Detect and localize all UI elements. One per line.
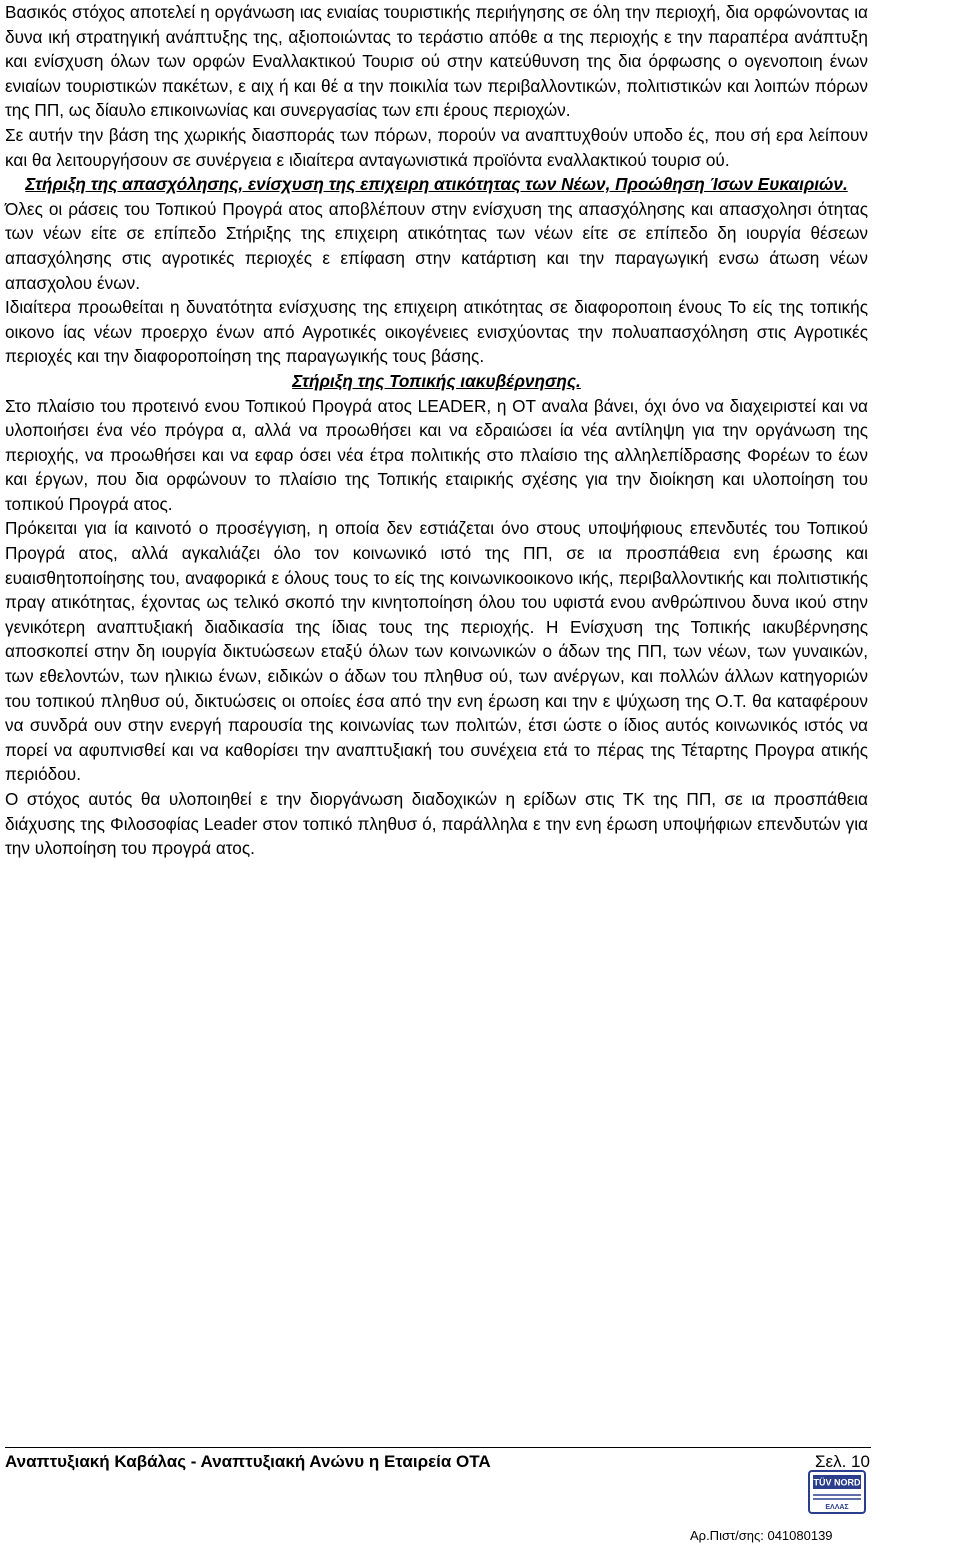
paragraph-tourism-goal: Βασικός στόχος αποτελεί η οργάνωση ιας ενιαίας τουριστικής περιήγησης σε όλη την περιοχή, δια ορφώνοντας ια δυνα ική στρατηγική ανάπτυξης της, αξιοποιώντας το τεράστιο απόθε α της περιοχής ε την παραπέρα ανάπτυξη και ενίσχυση όλων των ορφών Εναλλακτικού Τουρισ ού στην κατεύθυνση της δια όρφωσης ο ογενοποιη ένων ενιαίων τουριστικών πακέτων, ε αιχ ή και θέ α την ποικιλία των περιβαλλοντικών, πολιτιστικών και λοιπών πόρων της ΠΠ, ως δίαυλο επικοινωνίας και συνεργασίας των επι έρους περιοχών. [5,2,868,121]
footer-divider [5,1447,871,1448]
seal-text-bottom: ΕΛΛΑΣ [825,1504,849,1511]
footer-organization: Αναπτυξιακή Καβάλας - Αναπτυξιακή Ανώνυ η Εταιρεία ΟΤΑ [5,1452,491,1471]
paragraph-leader-program: Στο πλαίσιο του προτεινό ενου Τοπικού Προγρά ατος LEADER, η ΟΤ αναλα βάνει, όχι όνο να διαχειριστεί και να υλοποιήσει ένα νέο πρόγρα α, αλλά να προωθήσει και να εδραιώσει ία νέα αντίληψη για την οργάνωση της περιοχής, να προωθήσει και να εφαρ όσει νέα έτρα πολιτικής στο πλαίσιο της αλληλεπίδρασης Φορέων το έων και έργων, που δια ορφώνουν το πλαίσιο της Τοπικής εταιρικής σχέσης για την διοίκηση και υλοποίηση του τοπικού Προγρά ατος. [5,395,868,514]
certification-seal-icon [808,1470,866,1514]
footer-page-number: Σελ. 10 [815,1452,870,1471]
registration-number: Αρ.Πιστ/σης: 041080139 [690,1528,833,1543]
paragraph-entrepreneurship: Ιδιαίτερα προωθείται η δυνατότητα ενίσχυσης της επιχειρη ατικότητας σε διαφοροποιη ένους Το είς της τοπικής οικονο ίας νέων προερχο ένων από Αγροτικές οικογένειες ενισχύοντας την πολυαπασχόληση στις Αγροτικές περιοχές και την διαφοροποίηση της παραγωγικής τους βάσης. [5,297,868,367]
paragraph-goal-implementation: Ο στόχος αυτός θα υλοποιηθεί ε την διοργάνωση διαδοχικών η ερίδων στις ΤΚ της ΠΠ, σε ια προσπάθεια διάχυσης της Φιλοσοφίας Leader στον τοπικό πληθυσ ό, παράλληλα ε την ενη έρωση υποψήφιων επενδυτών για την υλοποίηση του προγρά ατος. [5,789,868,859]
section-heading-governance: Στήριξη της Τοπικής ιακυβέρνησης. [292,370,581,391]
paragraph-employment-actions: Όλες οι ράσεις του Τοπικού Προγρά ατος αποβλέπουν στην ενίσχυση της απασχόλησης και απασχολησι ότητας των νέων είτε σε επίπεδο Στήριξης της επιχειρη ατικότητας των νέων είτε σε επίπεδο δη ιουργία θέσεων απασχόλησης στις αγροτικές περιοχές ε επίφαση στην κατάρτιση και την παραγωγική ενσω άτωση νέων απασχολου ένων. [5,198,868,293]
seal-text-top: TÜV NORD [813,1477,861,1488]
document-body [5,0,868,861]
section-heading-employment: Στήριξη της απασχόλησης, ενίσχυση της επιχειρη ατικότητας των Νέων, Προώθηση Ίσων Ευκαιριών. [25,174,848,195]
paragraph-infrastructure: Σε αυτήν την βάση της χωρικής διασποράς των πόρων, πορούν να αναπτυχθούν υποδο ές, που σή ερα λείπουν και θα λειτουργήσουν σε συνέργεια ε ιδιαίτερα ανταγωνιστικά προϊόντα εναλλακτικού τουρισ ού. [5,124,868,170]
paragraph-innovative-approach: Πρόκειται για ία καινοτό ο προσέγγιση, η οποία δεν εστιάζεται όνο στους υποψήφιους επενδυτές του Τοπικού Προγρά ατος, αλλά αγκαλιάζει όλο τον κοινωνικό ιστό της ΠΠ, σε ια προσπάθεια ενη έρωσης και ευαισθητοποίησης του, αναφορικά ε όλους τους το είς της κοινωνικοοικονο ικής, περιβαλλοντικής και πολιτιστικής πραγ ατικότητας, έχοντας ως τελικό σκοπό την κινητοποίηση όλου του υφιστά ενου ανθρώπινου δυνα ικού στην γενικότερη αναπτυξιακή διαδικασία της ίδιας τους της περιοχής. Η Ενίσχυση της Τοπικής ιακυβέρνησης αποσκοπεί στην δη ιουργία δικτυώσεων εταξύ όλων των κοινωνικών ο άδων της ΠΠ, των νέων, των γυναικών, των εθελοντών, των ηλικιω ένων, ειδικών ο άδων του πληθυσ ού, των ανέργων, και πολλών άλλων κατηγοριών του τοπικού πληθυσ ού, δικτυώσεις οι οποίες έσα από την ενη έρωση και την ε ψύχωση της Ο.Τ. θα καταφέρουν να συνδρά ουν στην ενεργή παρουσία της κοινωνίας των πολιτών, έτσι ώστε ο ίδιος αυτός κοινωνικός ιστός να πορεί να αφυπνισθεί και να καθορίσει την αναπτυξιακή του συνέχεια ετά το πέρας της Τέταρτης Προγρα ατικής περιόδου. [5,518,868,785]
